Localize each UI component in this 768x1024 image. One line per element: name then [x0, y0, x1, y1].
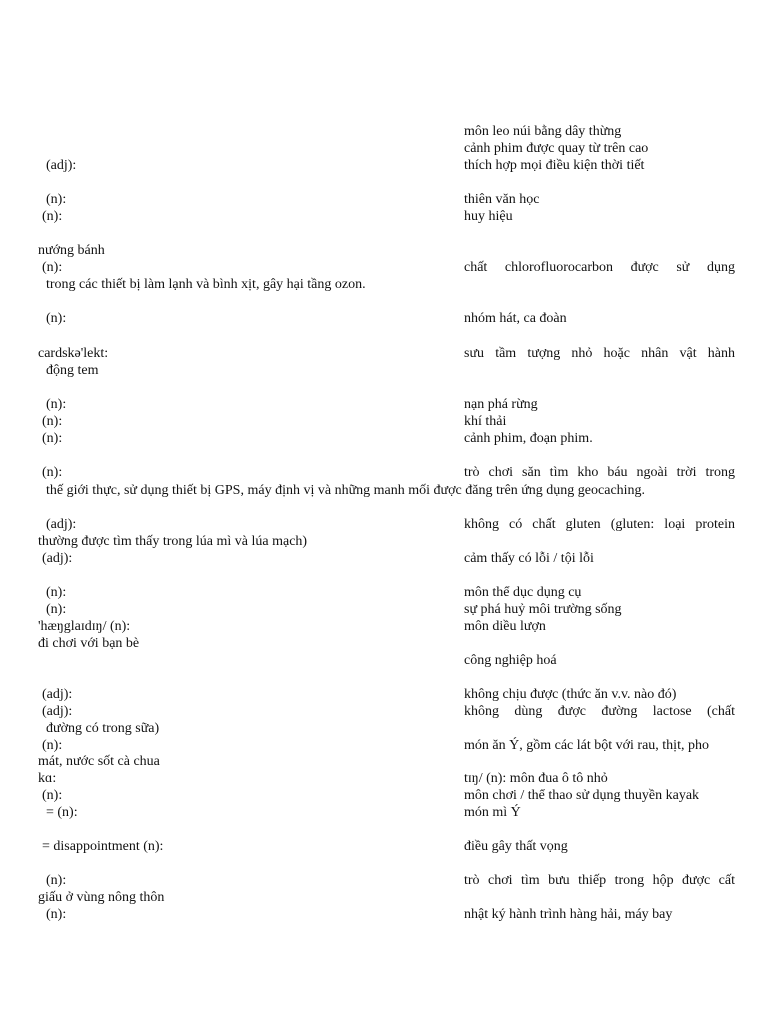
definition-text: đi chơi với bạn bè	[38, 636, 140, 651]
part-of-speech-label: (n):	[42, 414, 63, 429]
definition-text: thiên văn học	[464, 192, 540, 207]
part-of-speech-label: (n):	[42, 788, 63, 803]
definition-text: công nghiệp hoá	[464, 653, 557, 668]
part-of-speech-label: (n):	[46, 873, 67, 888]
phonetic-text: kɑ:	[38, 771, 57, 786]
definition-text: nạn phá rừng	[464, 397, 538, 412]
definition-text: huy hiệu	[464, 209, 513, 224]
definition-text: cảnh phim, đoạn phim.	[464, 431, 593, 446]
definition-text: không dùng được đường lactose (chất	[464, 704, 735, 719]
definition-text: tɪŋ/ (n): môn đua ô tô nhỏ	[464, 771, 608, 786]
part-of-speech-label: (n):	[46, 602, 67, 617]
part-of-speech-label: (n):	[46, 311, 67, 326]
part-of-speech-label: (adj):	[42, 704, 73, 719]
definition-text: cảnh phim được quay từ trên cao	[464, 141, 649, 156]
definition-text: môn chơi / thể thao sử dụng thuyền kayak	[464, 788, 700, 803]
definition-text: thường được tìm thấy trong lúa mì và lúa mạch)	[38, 534, 308, 549]
definition-text: trong các thiết bị làm lạnh và bình xịt, gây hại tầng ozon.	[46, 277, 366, 292]
part-of-speech-label: (adj):	[46, 517, 77, 532]
definition-text: trò chơi săn tìm kho báu ngoài trời trong	[464, 465, 735, 480]
definition-text: môn diều lượn	[464, 619, 546, 634]
definition-text: môn leo núi bằng dây thừng	[464, 124, 622, 139]
part-of-speech-label: = (n):	[46, 805, 78, 820]
part-of-speech-label: (n):	[46, 192, 67, 207]
definition-text: món ăn Ý, gồm các lát bột với rau, thịt, pho	[464, 738, 709, 753]
definition-text: nhóm hát, ca đoàn	[464, 311, 567, 326]
phonetic-text: 'hæŋglaɪdɪŋ/ (n):	[38, 619, 131, 634]
part-of-speech-label: (n):	[46, 585, 67, 600]
definition-text: món mì Ý	[464, 805, 521, 820]
definition-text: thích hợp mọi điều kiện thời tiết	[464, 158, 645, 173]
definition-text: thế giới thực, sử dụng thiết bị GPS, máy định vị và những manh mối được đăng trên ứng dụng geocaching.	[46, 483, 646, 498]
definition-text: không có chất gluten (gluten: loại protein	[464, 517, 735, 532]
definition-text: môn thể dục dụng cụ	[464, 585, 582, 600]
definition-text: chất chlorofluorocarbon được sử dụng	[464, 260, 735, 275]
definition-text: nướng bánh	[38, 243, 105, 258]
definition-text: giấu ở vùng nông thôn	[38, 890, 165, 905]
part-of-speech-label: (adj):	[42, 687, 73, 702]
part-of-speech-label: (n):	[42, 465, 63, 480]
definition-text: điều gây thất vọng	[464, 839, 568, 854]
phonetic-text: cardskə'lekt:	[38, 346, 109, 361]
part-of-speech-label: (n):	[42, 209, 63, 224]
definition-text: trò chơi tìm bưu thiếp trong hộp được cất	[464, 873, 735, 888]
definition-text: sự phá huỷ môi trường sống	[464, 602, 622, 617]
definition-text: cảm thấy có lỗi / tội lỗi	[464, 551, 594, 566]
part-of-speech-label: (n):	[46, 907, 67, 922]
part-of-speech-label: (n):	[42, 431, 63, 446]
part-of-speech-label: = disappointment (n):	[42, 839, 164, 854]
part-of-speech-label: (adj):	[42, 551, 73, 566]
part-of-speech-label: (n):	[42, 738, 63, 753]
definition-text: động tem	[46, 363, 99, 378]
definition-text: khí thải	[464, 414, 507, 429]
part-of-speech-label: (adj):	[46, 158, 77, 173]
part-of-speech-label: (n):	[46, 397, 67, 412]
definition-text: sưu tầm tượng nhỏ hoặc nhân vật hành	[464, 346, 735, 361]
definition-text: đường có trong sữa)	[46, 721, 160, 736]
definition-text: mát, nước sốt cà chua	[38, 754, 160, 769]
part-of-speech-label: (n):	[42, 260, 63, 275]
definition-text: không chịu được (thức ăn v.v. nào đó)	[464, 687, 677, 702]
definition-text: nhật ký hành trình hàng hải, máy bay	[464, 907, 673, 922]
